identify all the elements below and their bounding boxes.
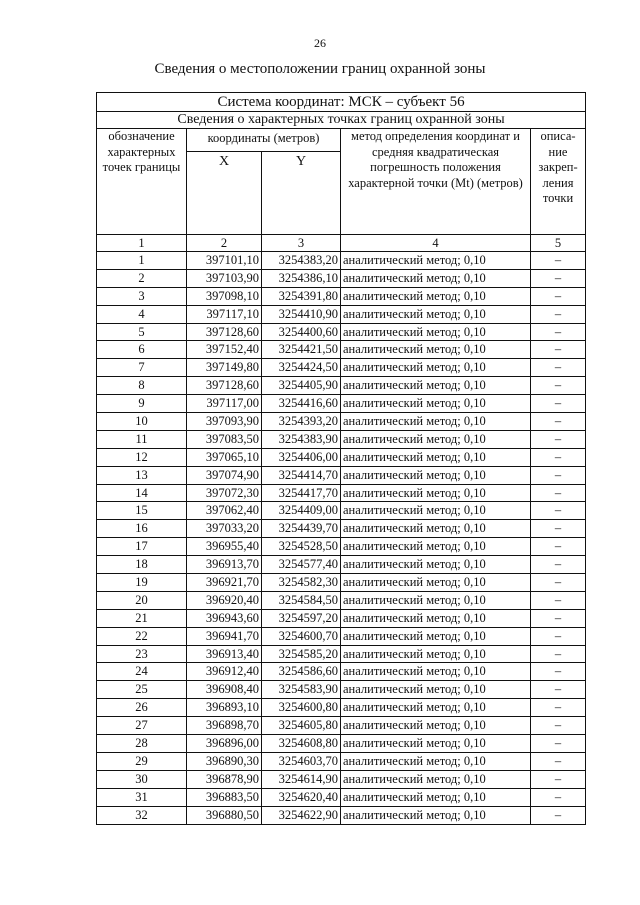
column-number: 1 (97, 235, 187, 252)
y-coordinate-cell: 3254400,60 (262, 323, 341, 341)
description-cell: – (531, 627, 586, 645)
description-cell: – (531, 502, 586, 520)
table-row (97, 359, 586, 377)
column-number: 5 (531, 235, 586, 252)
method-cell: аналитический метод; 0,10 (341, 430, 531, 448)
point-number-cell: 32 (97, 806, 187, 824)
table-row (97, 770, 586, 788)
description-cell: – (531, 466, 586, 484)
column-number: 4 (341, 235, 531, 252)
method-cell: аналитический метод; 0,10 (341, 395, 531, 413)
y-coordinate-cell: 3254406,00 (262, 448, 341, 466)
method-cell: аналитический метод; 0,10 (341, 448, 531, 466)
description-cell: – (531, 538, 586, 556)
point-number-cell: 3 (97, 287, 187, 305)
x-coordinate-cell: 397065,10 (187, 448, 262, 466)
point-number-cell: 4 (97, 305, 187, 323)
header-description: описа-ние закреп-ления точки (531, 129, 586, 235)
point-number-cell: 14 (97, 484, 187, 502)
method-cell: аналитический метод; 0,10 (341, 305, 531, 323)
y-coordinate-cell: 3254608,80 (262, 735, 341, 753)
point-number-cell: 7 (97, 359, 187, 377)
point-number-cell: 11 (97, 430, 187, 448)
y-coordinate-cell: 3254421,50 (262, 341, 341, 359)
description-cell: – (531, 323, 586, 341)
point-number-cell: 6 (97, 341, 187, 359)
y-coordinate-cell: 3254586,60 (262, 663, 341, 681)
coordinate-system-label: Система координат: МСК – субъект 56 (97, 93, 586, 112)
x-coordinate-cell: 397128,60 (187, 377, 262, 395)
point-number-cell: 8 (97, 377, 187, 395)
x-coordinate-cell: 397083,50 (187, 430, 262, 448)
point-number-cell: 13 (97, 466, 187, 484)
table-row (97, 627, 586, 645)
table-row (97, 788, 586, 806)
table-row (97, 341, 586, 359)
column-numbers-row (97, 235, 586, 252)
description-cell: – (531, 717, 586, 735)
table-row (97, 735, 586, 753)
y-coordinate-cell: 3254409,00 (262, 502, 341, 520)
y-coordinate-cell: 3254577,40 (262, 556, 341, 574)
description-cell: – (531, 252, 586, 270)
point-number-cell: 30 (97, 770, 187, 788)
method-cell: аналитический метод; 0,10 (341, 287, 531, 305)
y-coordinate-cell: 3254414,70 (262, 466, 341, 484)
y-coordinate-cell: 3254584,50 (262, 591, 341, 609)
method-cell: аналитический метод; 0,10 (341, 377, 531, 395)
point-number-cell: 12 (97, 448, 187, 466)
description-cell: – (531, 484, 586, 502)
point-number-cell: 2 (97, 269, 187, 287)
method-cell: аналитический метод; 0,10 (341, 699, 531, 717)
point-number-cell: 26 (97, 699, 187, 717)
description-cell: – (531, 359, 586, 377)
x-coordinate-cell: 397062,40 (187, 502, 262, 520)
description-cell: – (531, 752, 586, 770)
table-row (97, 377, 586, 395)
method-cell: аналитический метод; 0,10 (341, 502, 531, 520)
table-row (97, 681, 586, 699)
x-coordinate-cell: 397117,00 (187, 395, 262, 413)
method-cell: аналитический метод; 0,10 (341, 484, 531, 502)
method-cell: аналитический метод; 0,10 (341, 752, 531, 770)
table-row (97, 323, 586, 341)
description-cell: – (531, 377, 586, 395)
method-cell: аналитический метод; 0,10 (341, 538, 531, 556)
method-cell: аналитический метод; 0,10 (341, 806, 531, 824)
description-cell: – (531, 430, 586, 448)
header-coordinates: координаты (метров) (187, 129, 341, 152)
table-body (97, 252, 586, 825)
method-cell: аналитический метод; 0,10 (341, 269, 531, 287)
point-number-cell: 21 (97, 609, 187, 627)
x-coordinate-cell: 396893,10 (187, 699, 262, 717)
x-coordinate-cell: 396883,50 (187, 788, 262, 806)
description-cell: – (531, 287, 586, 305)
description-cell: – (531, 341, 586, 359)
x-coordinate-cell: 397072,30 (187, 484, 262, 502)
table-row (97, 269, 586, 287)
description-cell: – (531, 735, 586, 753)
x-coordinate-cell: 397101,10 (187, 252, 262, 270)
point-number-cell: 16 (97, 520, 187, 538)
x-coordinate-cell: 396908,40 (187, 681, 262, 699)
y-coordinate-cell: 3254416,60 (262, 395, 341, 413)
description-cell: – (531, 395, 586, 413)
table-row (97, 663, 586, 681)
method-cell: аналитический метод; 0,10 (341, 788, 531, 806)
y-coordinate-cell: 3254600,80 (262, 699, 341, 717)
x-coordinate-cell: 396913,70 (187, 556, 262, 574)
table-row (97, 305, 586, 323)
point-number-cell: 28 (97, 735, 187, 753)
table-row (97, 252, 586, 270)
table-row (97, 609, 586, 627)
description-cell: – (531, 448, 586, 466)
table-row (97, 484, 586, 502)
table-row (97, 448, 586, 466)
y-coordinate-cell: 3254391,80 (262, 287, 341, 305)
y-coordinate-cell: 3254417,70 (262, 484, 341, 502)
description-cell: – (531, 574, 586, 592)
point-number-cell: 10 (97, 413, 187, 431)
description-cell: – (531, 806, 586, 824)
point-number-cell: 15 (97, 502, 187, 520)
description-cell: – (531, 269, 586, 287)
x-coordinate-cell: 396921,70 (187, 574, 262, 592)
method-cell: аналитический метод; 0,10 (341, 609, 531, 627)
table-row (97, 502, 586, 520)
point-number-cell: 29 (97, 752, 187, 770)
method-cell: аналитический метод; 0,10 (341, 663, 531, 681)
point-number-cell: 18 (97, 556, 187, 574)
method-cell: аналитический метод; 0,10 (341, 574, 531, 592)
point-number-cell: 19 (97, 574, 187, 592)
y-coordinate-cell: 3254439,70 (262, 520, 341, 538)
boundary-points-table (96, 92, 586, 825)
table-row (97, 591, 586, 609)
x-coordinate-cell: 397149,80 (187, 359, 262, 377)
table-row (97, 287, 586, 305)
table-row (97, 717, 586, 735)
point-number-cell: 24 (97, 663, 187, 681)
y-coordinate-cell: 3254383,90 (262, 430, 341, 448)
table-row (97, 806, 586, 824)
description-cell: – (531, 788, 586, 806)
table-row (97, 645, 586, 663)
point-number-cell: 31 (97, 788, 187, 806)
description-cell: – (531, 645, 586, 663)
y-coordinate-cell: 3254600,70 (262, 627, 341, 645)
y-coordinate-cell: 3254605,80 (262, 717, 341, 735)
table-row (97, 413, 586, 431)
method-cell: аналитический метод; 0,10 (341, 645, 531, 663)
point-number-cell: 5 (97, 323, 187, 341)
point-number-cell: 1 (97, 252, 187, 270)
table-row (97, 699, 586, 717)
method-cell: аналитический метод; 0,10 (341, 466, 531, 484)
method-cell: аналитический метод; 0,10 (341, 359, 531, 377)
header-row (97, 129, 586, 152)
method-cell: аналитический метод; 0,10 (341, 735, 531, 753)
description-cell: – (531, 520, 586, 538)
y-coordinate-cell: 3254585,20 (262, 645, 341, 663)
x-coordinate-cell: 397033,20 (187, 520, 262, 538)
table-row (97, 430, 586, 448)
table-row (97, 752, 586, 770)
x-coordinate-cell: 397093,90 (187, 413, 262, 431)
header-y: Y (262, 152, 341, 235)
table-row (97, 466, 586, 484)
y-coordinate-cell: 3254622,90 (262, 806, 341, 824)
description-cell: – (531, 413, 586, 431)
method-cell: аналитический метод; 0,10 (341, 341, 531, 359)
method-cell: аналитический метод; 0,10 (341, 717, 531, 735)
y-coordinate-cell: 3254614,90 (262, 770, 341, 788)
y-coordinate-cell: 3254603,70 (262, 752, 341, 770)
column-number: 2 (187, 235, 262, 252)
x-coordinate-cell: 396913,40 (187, 645, 262, 663)
x-coordinate-cell: 396912,40 (187, 663, 262, 681)
x-coordinate-cell: 396943,60 (187, 609, 262, 627)
y-coordinate-cell: 3254582,30 (262, 574, 341, 592)
x-coordinate-cell: 397152,40 (187, 341, 262, 359)
description-cell: – (531, 699, 586, 717)
y-coordinate-cell: 3254386,10 (262, 269, 341, 287)
x-coordinate-cell: 396880,50 (187, 806, 262, 824)
x-coordinate-cell: 396890,30 (187, 752, 262, 770)
y-coordinate-cell: 3254424,50 (262, 359, 341, 377)
x-coordinate-cell: 396878,90 (187, 770, 262, 788)
method-cell: аналитический метод; 0,10 (341, 770, 531, 788)
table-row (97, 574, 586, 592)
point-number-cell: 27 (97, 717, 187, 735)
x-coordinate-cell: 396896,00 (187, 735, 262, 753)
y-coordinate-cell: 3254405,90 (262, 377, 341, 395)
x-coordinate-cell: 397103,90 (187, 269, 262, 287)
header-designation: обозначение характерных точек границы (97, 129, 187, 235)
method-cell: аналитический метод; 0,10 (341, 591, 531, 609)
description-cell: – (531, 305, 586, 323)
coordinate-system-row (97, 93, 586, 112)
method-cell: аналитический метод; 0,10 (341, 556, 531, 574)
x-coordinate-cell: 396920,40 (187, 591, 262, 609)
page-number: 26 (314, 36, 326, 50)
point-number-cell: 9 (97, 395, 187, 413)
table-row (97, 538, 586, 556)
y-coordinate-cell: 3254383,20 (262, 252, 341, 270)
x-coordinate-cell: 396941,70 (187, 627, 262, 645)
point-number-cell: 17 (97, 538, 187, 556)
method-cell: аналитический метод; 0,10 (341, 681, 531, 699)
x-coordinate-cell: 397098,10 (187, 287, 262, 305)
y-coordinate-cell: 3254620,40 (262, 788, 341, 806)
method-cell: аналитический метод; 0,10 (341, 413, 531, 431)
description-cell: – (531, 663, 586, 681)
description-cell: – (531, 556, 586, 574)
description-cell: – (531, 609, 586, 627)
table-row (97, 520, 586, 538)
x-coordinate-cell: 397128,60 (187, 323, 262, 341)
y-coordinate-cell: 3254528,50 (262, 538, 341, 556)
point-number-cell: 23 (97, 645, 187, 663)
y-coordinate-cell: 3254393,20 (262, 413, 341, 431)
method-cell: аналитический метод; 0,10 (341, 323, 531, 341)
point-number-cell: 20 (97, 591, 187, 609)
table-row (97, 395, 586, 413)
y-coordinate-cell: 3254583,90 (262, 681, 341, 699)
description-cell: – (531, 770, 586, 788)
x-coordinate-cell: 396955,40 (187, 538, 262, 556)
y-coordinate-cell: 3254410,90 (262, 305, 341, 323)
table-subtitle-row (97, 112, 586, 129)
table-row (97, 556, 586, 574)
description-cell: – (531, 681, 586, 699)
table-subtitle: Сведения о характерных точках границ охранной зоны (97, 112, 586, 129)
y-coordinate-cell: 3254597,20 (262, 609, 341, 627)
header-method: метод определения координат и средняя квадратическая погрешность положения характерной точки (Mt) (метров) (341, 129, 531, 235)
header-x: X (187, 152, 262, 235)
method-cell: аналитический метод; 0,10 (341, 520, 531, 538)
method-cell: аналитический метод; 0,10 (341, 627, 531, 645)
description-cell: – (531, 591, 586, 609)
method-cell: аналитический метод; 0,10 (341, 252, 531, 270)
page-title: Сведения о местоположении границ охранной зоны (154, 61, 486, 77)
point-number-cell: 22 (97, 627, 187, 645)
point-number-cell: 25 (97, 681, 187, 699)
column-number: 3 (262, 235, 341, 252)
x-coordinate-cell: 397117,10 (187, 305, 262, 323)
x-coordinate-cell: 396898,70 (187, 717, 262, 735)
x-coordinate-cell: 397074,90 (187, 466, 262, 484)
